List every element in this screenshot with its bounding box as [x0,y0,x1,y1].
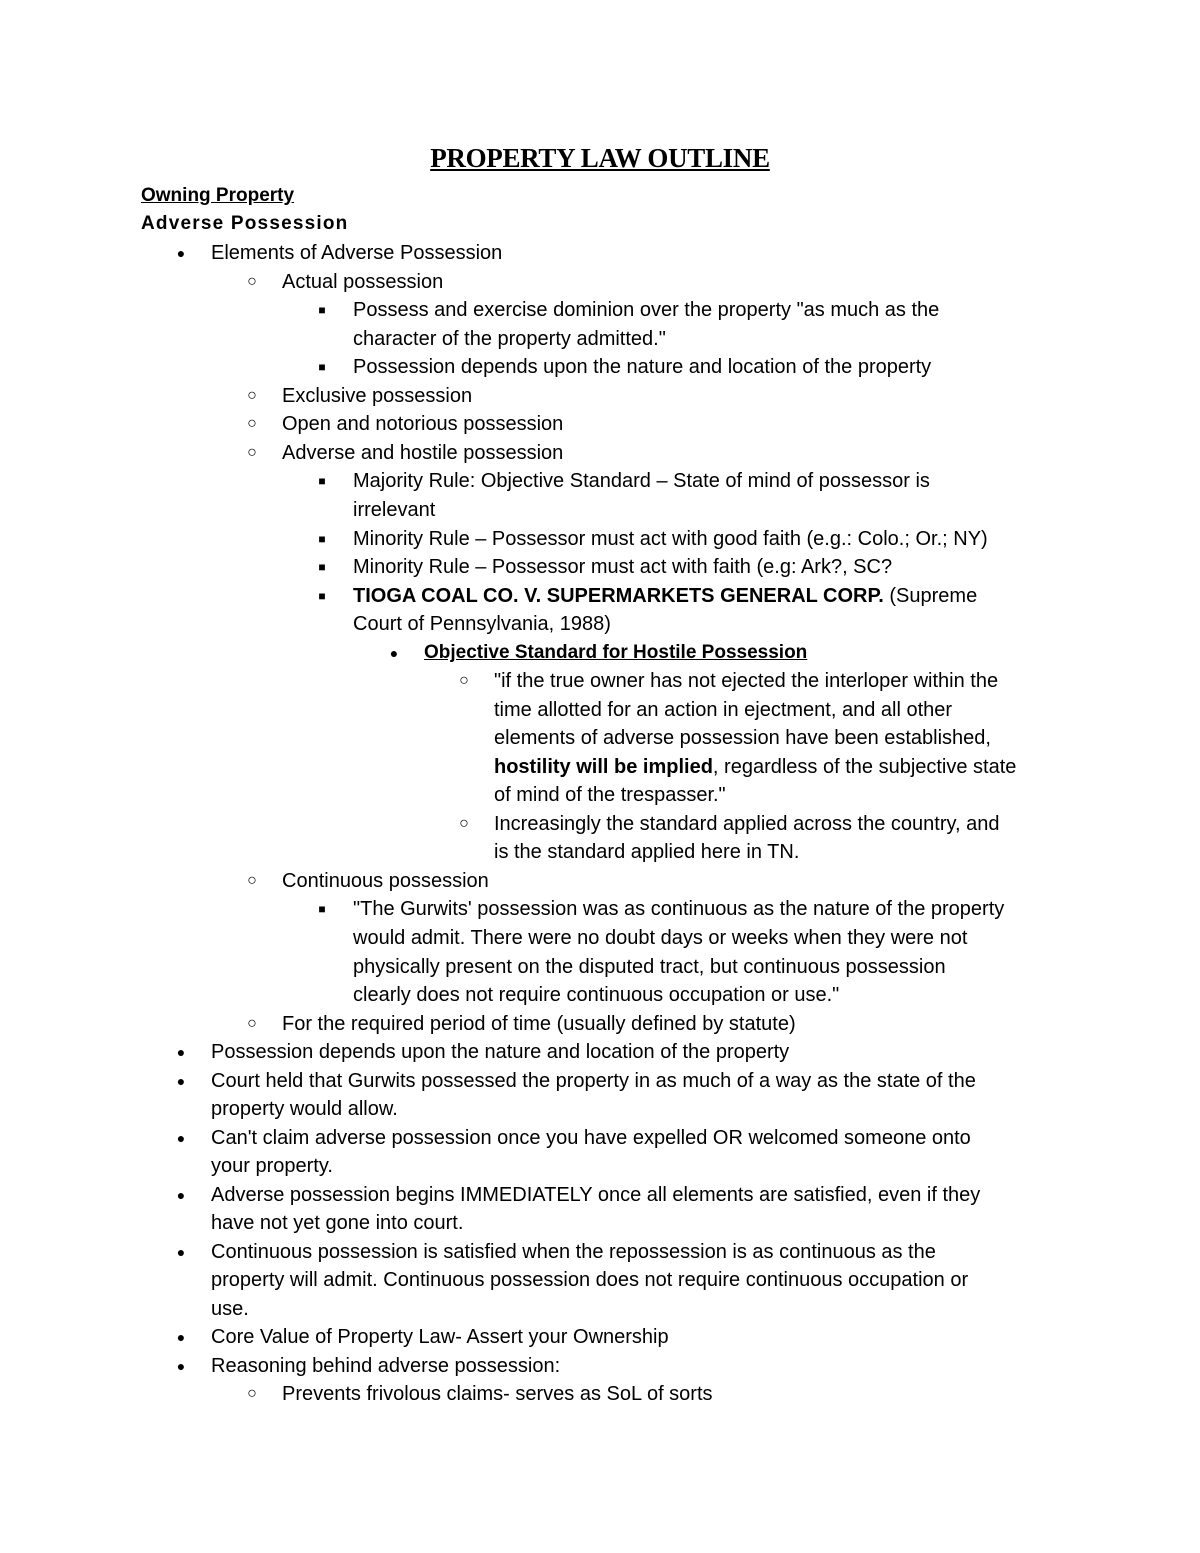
quote-text: , regardless of the subjective state [712,756,1017,778]
square-bullet-icon: ■ [318,360,326,374]
quote-line: of mind of the trespasser." [494,784,726,806]
square-bullet-icon: ■ [318,902,326,916]
disc-bullet-icon: ● [176,1130,186,1146]
circle-bullet-icon: ○ [247,415,257,432]
outline-item: Possession depends upon the nature and location of the property [353,356,932,378]
circle-bullet-icon: ○ [459,672,469,689]
square-bullet-icon: ■ [318,589,326,603]
outline-item: Can't claim adverse possession once you have expelled OR welcomed someone onto [211,1127,971,1149]
rule-heading: Objective Standard for Hostile Possession [424,642,808,663]
outline-item: Majority Rule: Objective Standard – State of mind of possessor is [353,470,930,492]
circle-bullet-icon: ○ [247,1015,257,1032]
outline-item: Minority Rule – Possessor must act with good faith (e.g.: Colo.; Or.; NY) [353,528,988,550]
outline-item-continued: is the standard applied here in TN. [494,841,800,863]
square-bullet-icon: ■ [318,560,326,574]
outline-item-continued: have not yet gone into court. [211,1212,464,1234]
emphasis-text: hostility will be implied [494,756,713,778]
outline-item: Minority Rule – Possessor must act with faith (e.g: Ark?, SC? [353,556,893,578]
outline-item: Possession depends upon the nature and location of the property [211,1041,790,1063]
square-bullet-icon: ■ [318,303,326,317]
disc-bullet-icon: ● [176,1044,186,1060]
circle-bullet-icon: ○ [247,387,257,404]
outline-item: For the required period of time (usually defined by statute) [282,1013,796,1035]
circle-bullet-icon: ○ [247,872,257,889]
case-name: TIOGA COAL CO. V. SUPERMARKETS GENERAL CORP. [353,585,884,607]
outline-item: Elements of Adverse Possession [211,242,503,264]
disc-bullet-icon: ● [176,1358,186,1374]
outline-item-continued: use. [211,1298,249,1320]
outline-item: Court held that Gurwits possessed the property in as much of a way as the state of the [211,1070,976,1092]
case-citation [353,582,977,611]
page-title: PROPERTY LAW OUTLINE [430,143,770,173]
outline-item-continued: character of the property admitted." [353,328,666,350]
quote-line: clearly does not require continuous occupation or use." [353,984,840,1006]
case-court: (Supreme [883,585,978,607]
outline-item: Adverse and hostile possession [282,442,564,464]
quote-line: "if the true owner has not ejected the interloper within the [494,670,999,692]
outline-item: Increasingly the standard applied across the country, and [494,813,1000,835]
quote-line: "The Gurwits' possession was as continuous as the nature of the property [353,898,1005,920]
outline-item: Core Value of Property Law- Assert your Ownership [211,1326,669,1348]
outline-item: Continuous possession is satisfied when the repossession is as continuous as the [211,1241,936,1263]
disc-bullet-icon: ● [176,1187,186,1203]
quote-line: elements of adverse possession have been established, [494,727,991,749]
disc-bullet-icon: ● [176,1073,186,1089]
outline-item: Adverse possession begins IMMEDIATELY once all elements are satisfied, even if they [211,1184,981,1206]
outline-item-continued: your property. [211,1155,333,1177]
circle-bullet-icon: ○ [247,444,257,461]
outline-item: Reasoning behind adverse possession: [211,1355,561,1377]
outline-item: Actual possession [282,271,444,293]
outline-item: Possess and exercise dominion over the property "as much as the [353,299,940,321]
quote-line: physically present on the disputed tract, but continuous possession [353,956,946,978]
circle-bullet-icon: ○ [247,1385,257,1402]
outline-item-continued: Court of Pennsylvania, 1988) [353,613,611,635]
circle-bullet-icon: ○ [459,815,469,832]
outline-item-continued: property will admit. Continuous possession does not require continuous occupation or [211,1269,969,1291]
disc-bullet-icon: ● [389,645,399,661]
disc-bullet-icon: ● [176,245,186,261]
square-bullet-icon: ■ [318,474,326,488]
outline-item: Open and notorious possession [282,413,564,435]
outline-item: Continuous possession [282,870,489,892]
subsection-heading: Adverse Possession [141,213,349,234]
disc-bullet-icon: ● [176,1329,186,1345]
quote-line: time allotted for an action in ejectment, and all other [494,699,953,721]
outline-item-continued: property would allow. [211,1098,398,1120]
outline-item-continued: irrelevant [353,499,436,521]
outline-item: Exclusive possession [282,385,473,407]
square-bullet-icon: ■ [318,532,326,546]
quote-line [494,753,1016,782]
circle-bullet-icon: ○ [247,273,257,290]
disc-bullet-icon: ● [176,1244,186,1260]
quote-line: would admit. There were no doubt days or weeks when they were not [353,927,968,949]
section-heading: Owning Property [141,185,295,206]
outline-item: Prevents frivolous claims- serves as SoL of sorts [282,1383,713,1405]
